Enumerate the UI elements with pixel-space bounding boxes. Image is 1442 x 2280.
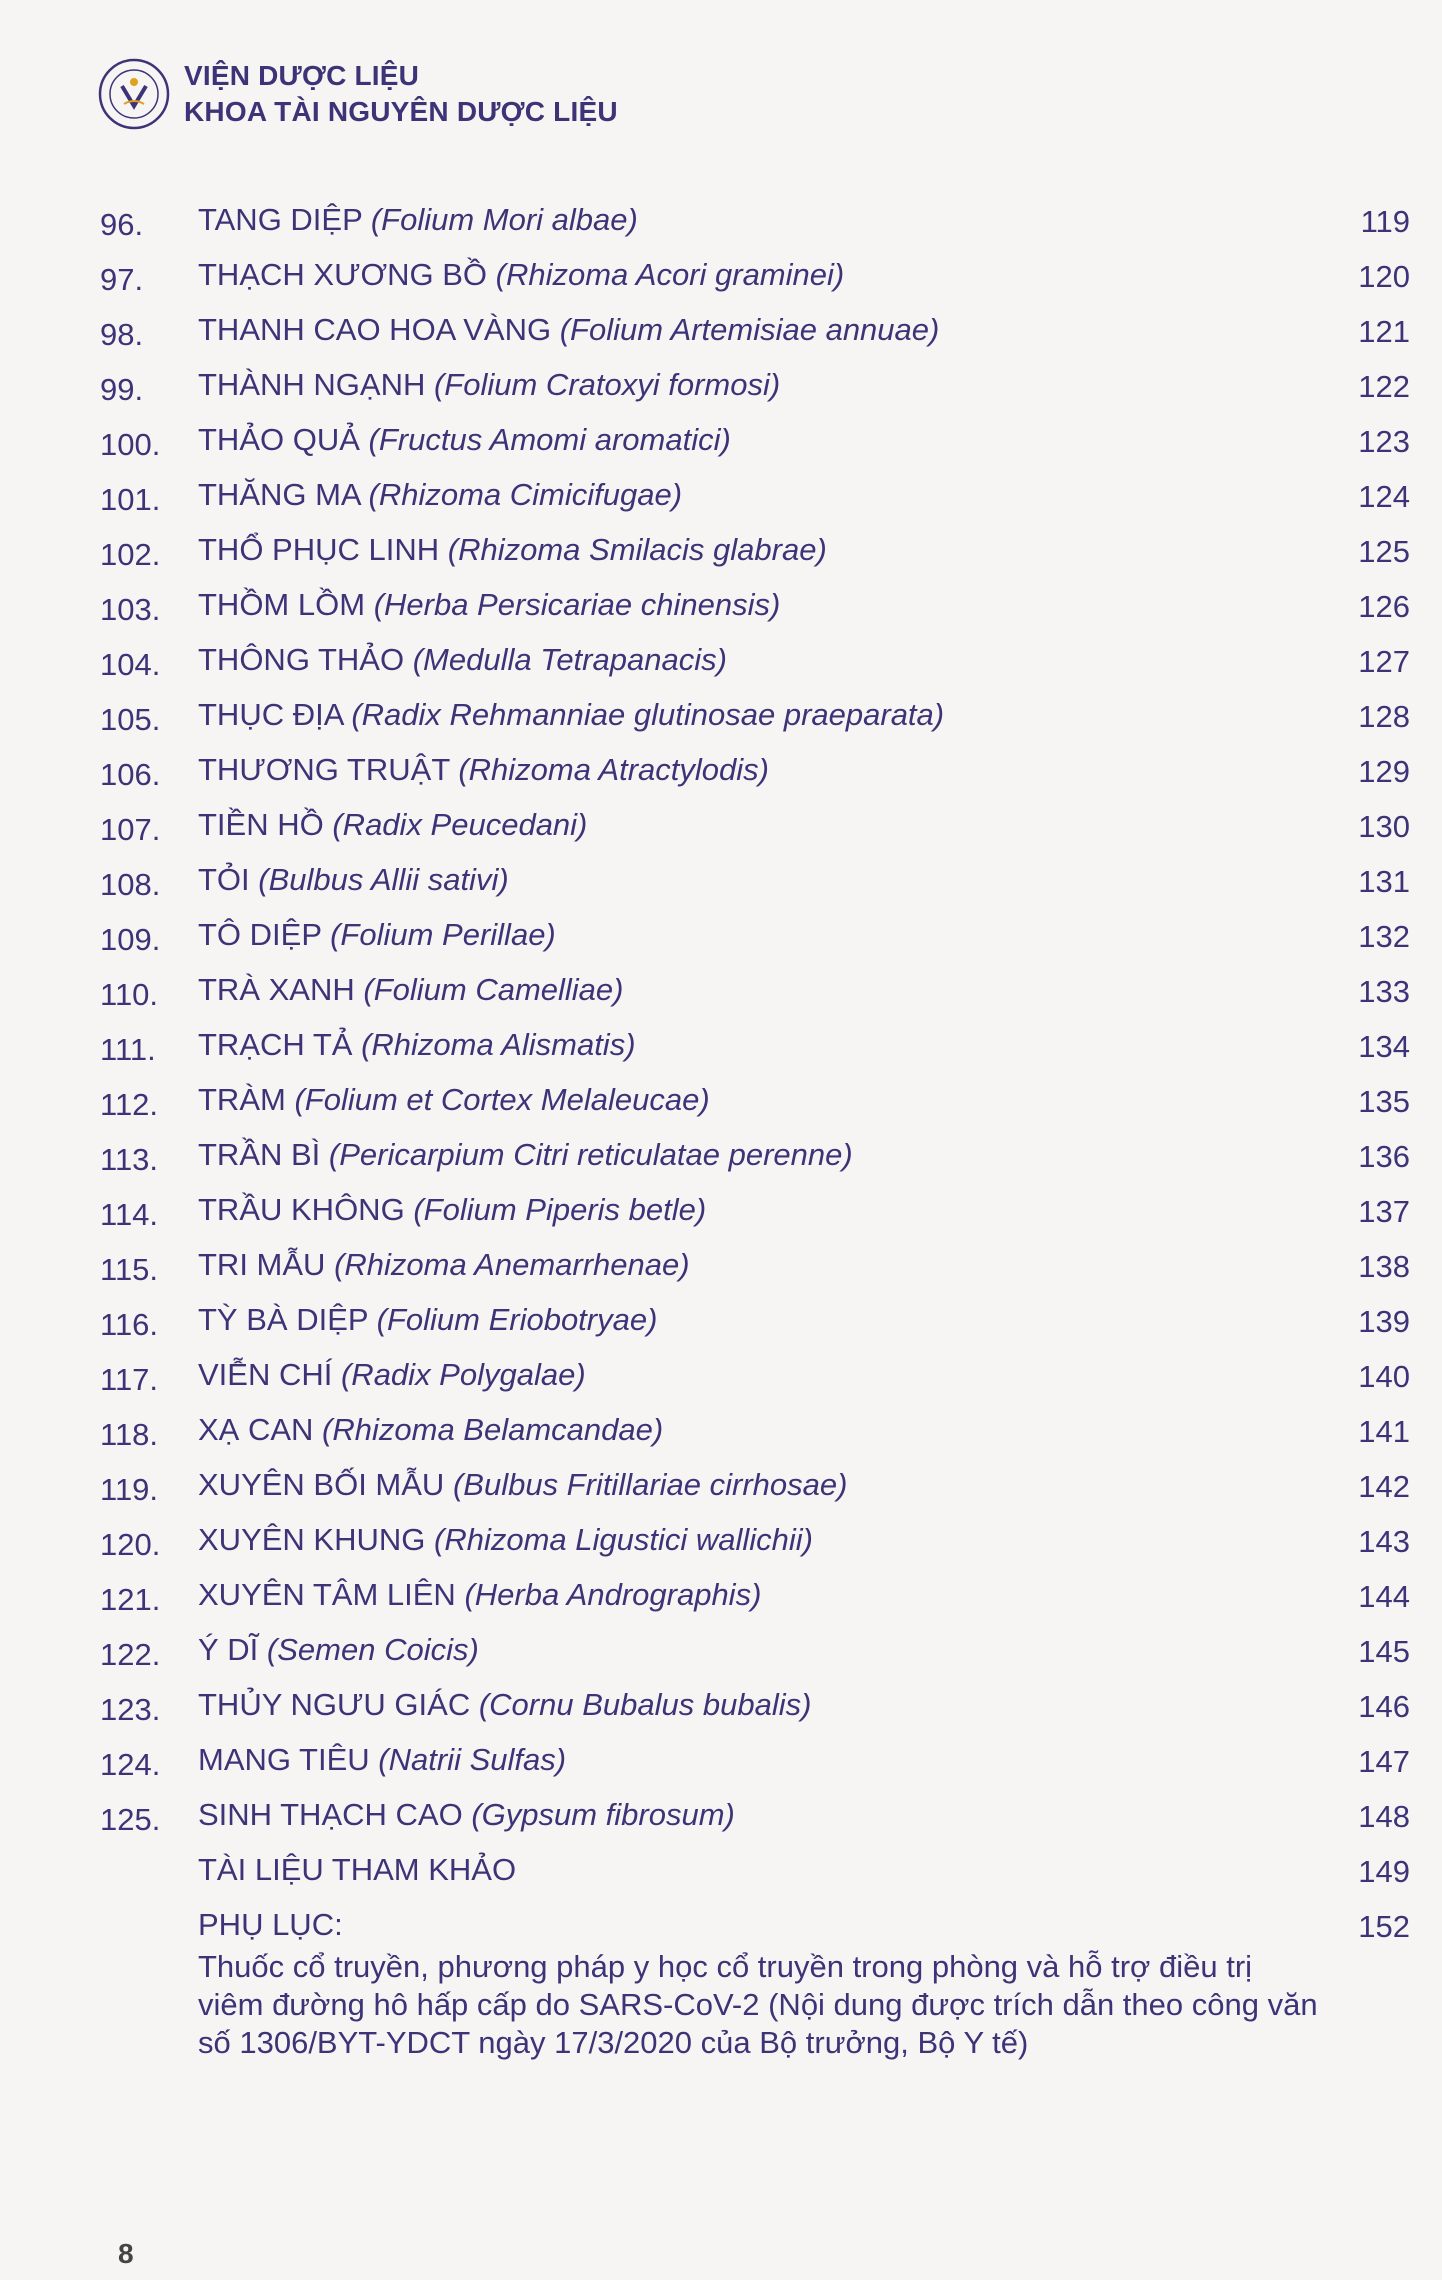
latin-name: (Gypsum fibrosum) [471,1797,735,1832]
toc-entry-title [198,1732,566,1787]
toc-page-number: 123 [1358,424,1410,459]
toc-row [100,1512,1410,1567]
latin-name: (Rhizoma Smilacis glabrae) [447,532,827,567]
toc-entry-number: 111. [100,1032,156,1067]
herb-name: VIỄN CHÍ [198,1357,333,1392]
toc-entry-title [198,1127,853,1182]
latin-name: (Folium Camelliae) [363,972,624,1007]
toc-entry-number: 116. [100,1307,159,1342]
toc-page-number: 119 [1360,204,1410,239]
latin-name: (Semen Coicis) [266,1632,479,1667]
toc-entry-title [198,1787,735,1842]
toc-entry-number: 113. [100,1142,159,1177]
toc-page-number: 121 [1358,314,1410,349]
herb-name: TIỀN HỒ [198,807,324,842]
toc-entry-title [198,522,827,577]
herb-name: TÀI LIỆU THAM KHẢO [198,1852,517,1887]
herb-name: THẠCH XƯƠNG BỒ [198,257,488,292]
toc-entry-title [198,1347,586,1402]
toc-row [100,907,1410,962]
herb-name: PHỤ LỤC: [198,1907,343,1942]
toc-page-number: 135 [1358,1084,1410,1119]
toc-entry-title [198,1182,706,1237]
toc-page-number: 145 [1358,1634,1410,1669]
toc-row [100,962,1410,1017]
toc-entry-title [198,1567,761,1622]
toc-page-number: 127 [1358,644,1410,679]
toc-entry-title [198,907,556,962]
toc-page-number: 129 [1358,754,1410,789]
toc-entry-title [198,357,780,412]
herb-name: XUYÊN BỐI MẪU [198,1467,445,1502]
toc-row [100,1457,1410,1512]
toc-row [100,1732,1410,1787]
toc-row [100,1017,1410,1072]
latin-name: (Medulla Tetrapanacis) [412,642,727,677]
herb-name: THĂNG MA [198,477,360,512]
latin-name: (Rhizoma Atractylodis) [458,752,769,787]
toc-row [100,577,1410,632]
toc-page-number: 122 [1358,369,1410,404]
herb-name: TỲ BÀ DIỆP [198,1302,368,1337]
toc-entry-title [198,192,638,247]
toc-row [100,1897,1410,1952]
toc-entry-number: 99. [100,372,144,407]
toc-entry-title [198,797,587,852]
toc-entry-title [198,1622,479,1677]
latin-name: (Folium Piperis betle) [413,1192,707,1227]
toc-page-number: 133 [1358,974,1410,1009]
toc-row [100,1237,1410,1292]
latin-name: (Rhizoma Acori graminei) [495,257,845,292]
toc-entry-title [198,962,623,1017]
toc-entry-title [198,1017,636,1072]
toc-entry-number: 120. [100,1527,161,1562]
toc-entry-title [198,412,731,467]
toc-page-number: 143 [1358,1524,1410,1559]
toc-row [100,797,1410,852]
latin-name: (Bulbus Fritillariae cirrhosae) [452,1467,848,1502]
latin-name: (Folium Eriobotryae) [376,1302,658,1337]
toc-entry-number: 112. [100,1087,159,1122]
toc-row [100,1567,1410,1622]
page-header [98,58,618,130]
toc-entry-number: 119. [100,1472,159,1507]
latin-name: (Pericarpium Citri reticulatae perenne) [328,1137,853,1172]
toc-page-number: 141 [1358,1414,1410,1449]
toc-entry-number: 110. [100,977,159,1012]
toc-entry-number: 123. [100,1692,161,1727]
toc-entry-number: 101. [100,482,161,517]
appendix-line: số 1306/BYT-YDCT ngày 17/3/2020 của Bộ trưởng, Bộ Y tế) [198,2025,1029,2060]
toc-page-number: 120 [1358,259,1410,294]
toc-entry-title [198,1512,813,1567]
herb-name: THỤC ĐỊA [198,697,343,732]
toc-entry-title [198,1842,516,1897]
toc-entry-title [198,247,844,302]
herb-name: TANG DIỆP [198,202,363,237]
herb-name: THẢO QUẢ [198,422,360,457]
toc-entry-number: 115. [100,1252,159,1287]
toc-entry-number: 104. [100,647,161,682]
latin-name: (Folium Mori albae) [370,202,638,237]
toc-page-number: 124 [1358,479,1410,514]
toc-entry-title [198,632,727,687]
toc-entry-title [198,687,944,742]
toc-page-number: 131 [1358,864,1410,899]
herb-name: TRẦN BÌ [198,1137,321,1172]
toc-page-number: 146 [1358,1689,1410,1724]
appendix-description [198,1948,1328,2062]
toc-entry-number: 109. [100,922,161,957]
latin-name: (Cornu Bubalus bubalis) [478,1687,812,1722]
toc-row [100,192,1410,247]
toc-entry-number: 114. [100,1197,159,1232]
toc-entry-title [198,1237,690,1292]
toc-entry-number: 105. [100,702,161,737]
herb-name: THỔ PHỤC LINH [198,532,440,567]
toc-row [100,1402,1410,1457]
toc-entry-number: 103. [100,592,161,627]
toc-entry-number: 122. [100,1637,161,1672]
toc-entry-title [198,1072,710,1127]
toc-page-number: 128 [1358,699,1410,734]
toc-entry-title [198,467,682,522]
latin-name: (Herba Andrographis) [464,1577,762,1612]
toc-entry-number: 124. [100,1747,161,1782]
toc-entry-number: 125. [100,1802,161,1837]
toc-entry-title [198,302,939,357]
latin-name: (Folium Perillae) [330,917,556,952]
toc-page-number: 148 [1358,1799,1410,1834]
latin-name: (Natrii Sulfas) [378,1742,567,1777]
latin-name: (Rhizoma Ligustici wallichii) [434,1522,813,1557]
toc-row [100,1842,1410,1897]
herb-name: XUYÊN KHUNG [198,1522,426,1557]
herb-name: Ý DĨ [198,1632,259,1667]
toc-page-number: 137 [1358,1194,1410,1229]
herb-name: XẠ CAN [198,1412,314,1447]
toc-row [100,1292,1410,1347]
herb-name: MANG TIÊU [198,1742,370,1777]
toc-row [100,1127,1410,1182]
toc-row [100,302,1410,357]
herb-name: THỒM LỒM [198,587,366,622]
latin-name: (Radix Peucedani) [332,807,588,842]
toc-entry-number: 117. [100,1362,159,1397]
institute-seal-icon [98,58,170,130]
toc-entry-number: 107. [100,812,161,847]
toc-row [100,632,1410,687]
toc-row [100,247,1410,302]
latin-name: (Rhizoma Anemarrhenae) [334,1247,690,1282]
latin-name: (Folium et Cortex Melaleucae) [294,1082,710,1117]
latin-name: (Folium Artemisiae annuae) [559,312,940,347]
toc-row [100,467,1410,522]
toc-page-number: 132 [1358,919,1410,954]
toc-row [100,522,1410,577]
toc-page-number: 138 [1358,1249,1410,1284]
toc-page-number: 152 [1358,1909,1410,1944]
table-of-contents [100,192,1410,1952]
herb-name: TRẦU KHÔNG [198,1192,405,1227]
toc-entry-number: 98. [100,317,144,352]
toc-row [100,852,1410,907]
appendix-line: viêm đường hô hấp cấp do SARS-CoV-2 (Nội dung được trích dẫn theo công văn [198,1987,1318,2022]
toc-page-number: 144 [1358,1579,1410,1614]
toc-row [100,1622,1410,1677]
toc-page-number: 149 [1358,1854,1410,1889]
institute-name: VIỆN DƯỢC LIỆU [184,60,420,91]
toc-row [100,1072,1410,1127]
toc-entry-title [198,1457,847,1512]
latin-name: (Rhizoma Alismatis) [361,1027,636,1062]
latin-name: (Radix Polygalae) [340,1357,586,1392]
toc-entry-title [198,1677,811,1732]
herb-name: THÔNG THẢO [198,642,405,677]
toc-row [100,742,1410,797]
herb-name: SINH THẠCH CAO [198,1797,463,1832]
toc-row [100,1182,1410,1237]
toc-entry-number: 118. [100,1417,159,1452]
toc-row [100,1347,1410,1402]
herb-name: TRÀM [198,1082,286,1117]
herb-name: THÀNH NGẠNH [198,367,426,402]
herb-name: TRẠCH TẢ [198,1027,353,1062]
appendix-line: Thuốc cổ truyền, phương pháp y học cổ truyền trong phòng và hỗ trợ điều trị [198,1949,1253,1984]
toc-entry-number: 108. [100,867,161,902]
herb-name: XUYÊN TÂM LIÊN [198,1577,456,1612]
herb-name: TRI MẪU [198,1247,326,1282]
toc-entry-number: 121. [100,1582,161,1617]
latin-name: (Bulbus Allii sativi) [258,862,509,897]
toc-entry-title [198,852,509,907]
page-number: 8 [118,2238,134,2269]
department-name: KHOA TÀI NGUYÊN DƯỢC LIỆU [184,96,618,127]
toc-entry-number: 97. [100,262,144,297]
toc-entry-number: 106. [100,757,161,792]
toc-entry-title [198,1402,663,1457]
toc-page-number: 136 [1358,1139,1410,1174]
toc-row [100,1787,1410,1842]
toc-entry-number: 102. [100,537,161,572]
toc-row [100,687,1410,742]
toc-row [100,412,1410,467]
latin-name: (Rhizoma Belamcandae) [322,1412,664,1447]
herb-name: TỎI [198,862,250,897]
toc-page-number: 139 [1358,1304,1410,1339]
latin-name: (Rhizoma Cimicifugae) [368,477,683,512]
herb-name: TRÀ XANH [198,972,355,1007]
toc-entry-number: 96. [100,207,144,242]
toc-entry-number: 100. [100,427,161,462]
toc-entry-title [198,1897,343,1952]
toc-page-number: 142 [1358,1469,1410,1504]
toc-page-number: 147 [1358,1744,1410,1779]
latin-name: (Herba Persicariae chinensis) [373,587,781,622]
latin-name: (Folium Cratoxyi formosi) [433,367,781,402]
toc-entry-title [198,1292,657,1347]
toc-page-number: 134 [1358,1029,1410,1064]
herb-name: THƯƠNG TRUẬT [198,752,450,787]
herb-name: THANH CAO HOA VÀNG [198,312,552,347]
toc-page-number: 140 [1358,1359,1410,1394]
latin-name: (Fructus Amomi aromatici) [368,422,731,457]
toc-row [100,1677,1410,1732]
toc-page-number: 126 [1358,589,1410,624]
toc-entry-title [198,577,780,632]
toc-entry-title [198,742,769,797]
toc-row [100,357,1410,412]
toc-page-number: 130 [1358,809,1410,844]
herb-name: THỦY NGƯU GIÁC [198,1687,471,1722]
toc-page-number: 125 [1358,534,1410,569]
herb-name: TÔ DIỆP [198,917,322,952]
latin-name: (Radix Rehmanniae glutinosae praeparata) [351,697,945,732]
